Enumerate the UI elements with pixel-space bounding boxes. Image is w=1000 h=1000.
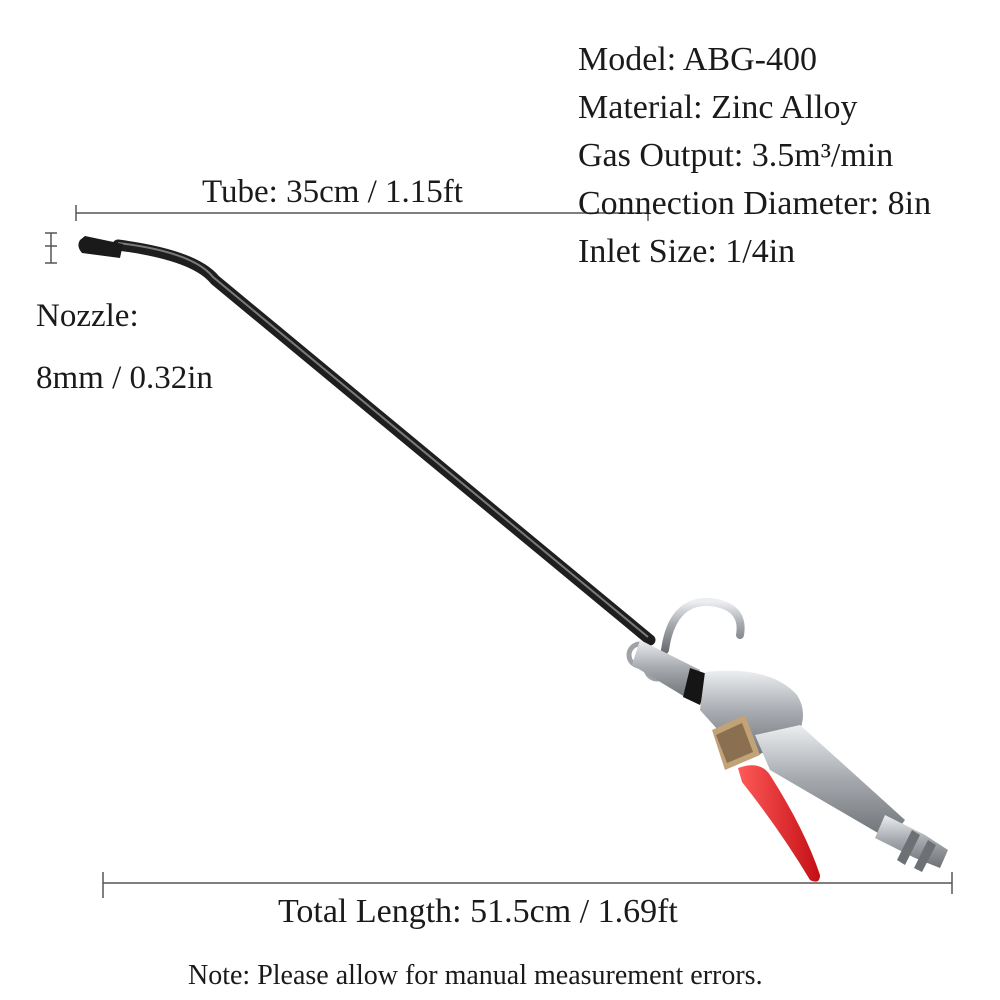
hanger-hook — [665, 602, 741, 650]
spec-model: Model: ABG-400 — [578, 41, 817, 78]
nozzle-dimension-marker — [45, 233, 57, 263]
specification-list — [578, 36, 931, 276]
measurement-note: Note: Please allow for manual measurement errors. — [188, 960, 763, 991]
tube-length-label: Tube: 35cm / 1.15ft — [202, 174, 463, 210]
spec-gas-output: Gas Output: 3.5m³/min — [578, 137, 894, 174]
total-length-label: Total Length: 51.5cm / 1.69ft — [278, 893, 678, 930]
nozzle-size-label: 8mm / 0.32in — [36, 360, 213, 396]
spec-material: Material: Zinc Alloy — [578, 89, 858, 126]
spec-connection-diameter: Connection Diameter: 8in — [578, 185, 932, 222]
nozzle-label: Nozzle: — [36, 298, 139, 334]
spec-inlet-size: Inlet Size: 1/4in — [578, 233, 796, 270]
blow-gun-tube — [78, 236, 650, 640]
